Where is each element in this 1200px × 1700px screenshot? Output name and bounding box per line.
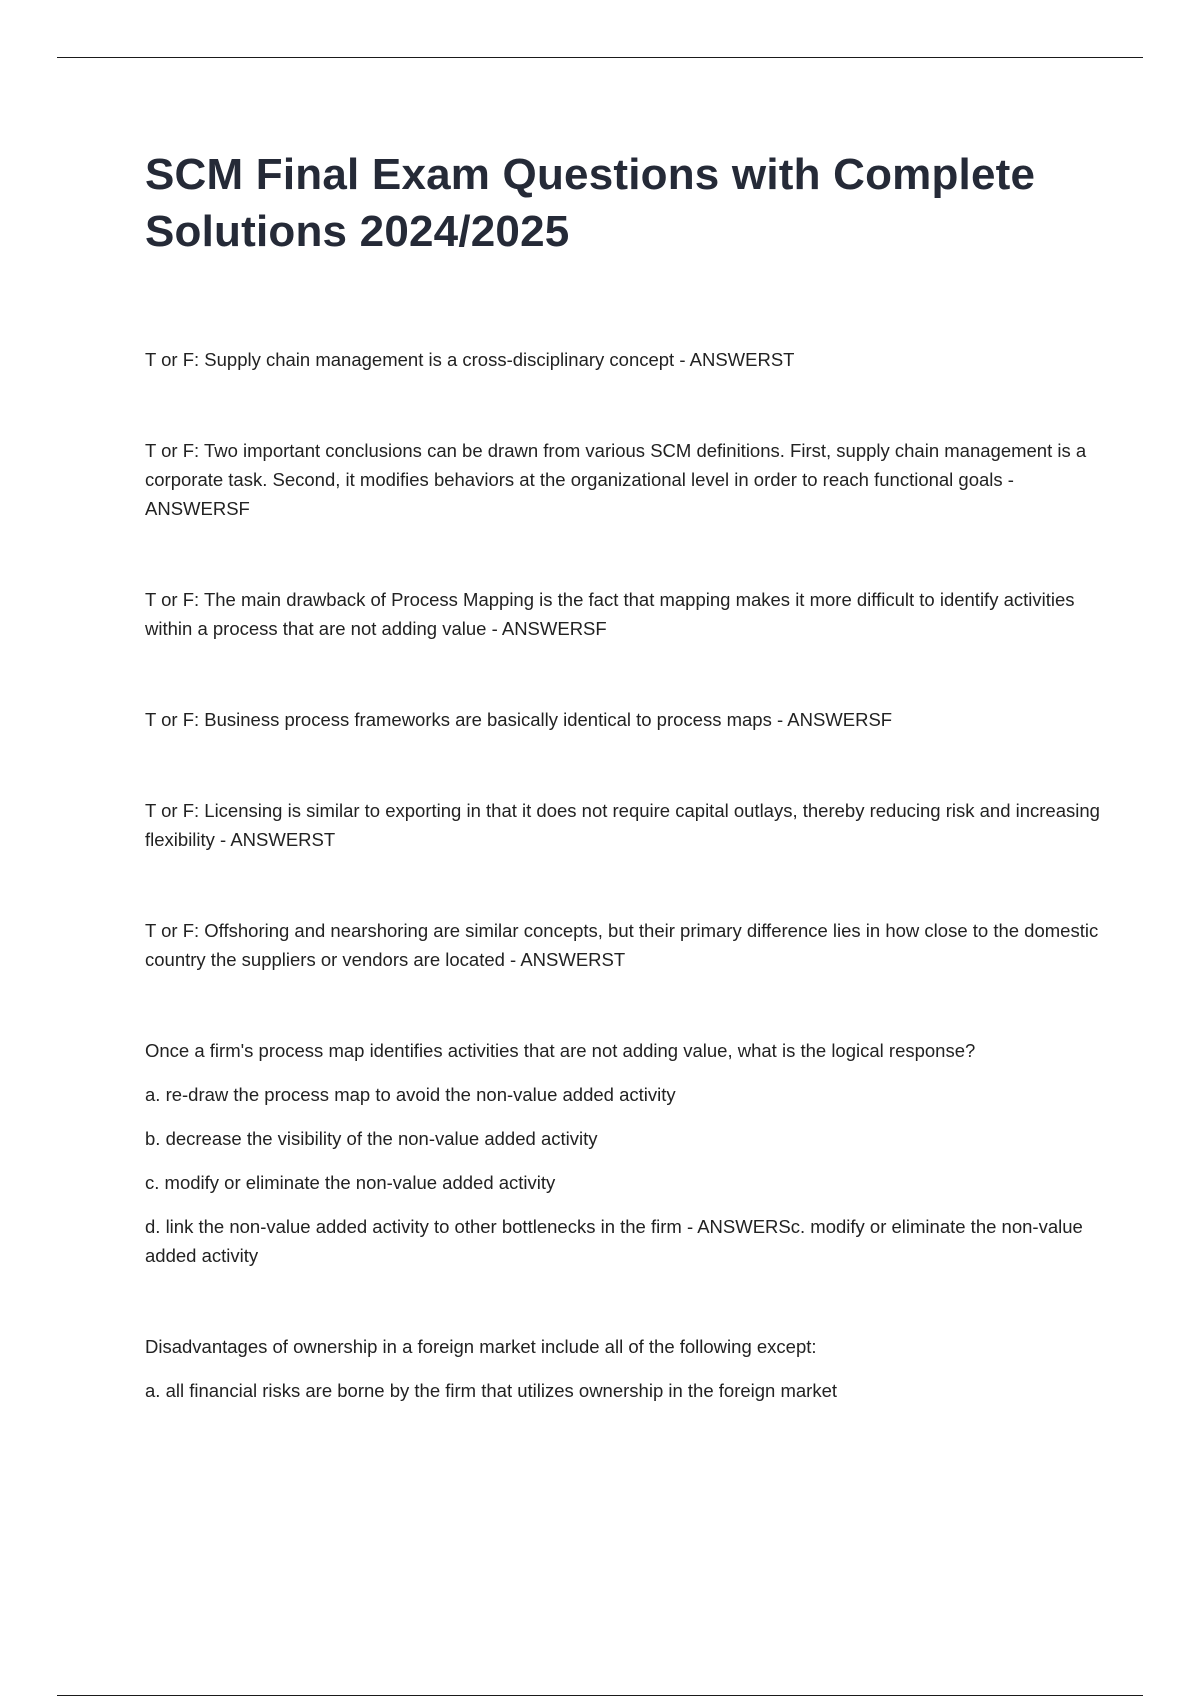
answer-option: a. all financial risks are borne by the firm that utilizes ownership in the foreign market [145, 1380, 838, 1401]
top-divider [57, 57, 1143, 58]
answer-option: c. modify or eliminate the non-value added activity [145, 1172, 556, 1193]
question-text: Once a firm's process map identifies activities that are not adding value, what is the logical response? [145, 1040, 976, 1061]
page-title: SCM Final Exam Questions with Complete Solutions 2024/2025 [145, 150, 1036, 256]
answer-option: d. link the non-value added activity to other bottlenecks in the firm - ANSWERSc. modify or eliminate the non-value added activity [145, 1216, 1083, 1266]
question-block [145, 345, 1100, 374]
answer-option: b. decrease the visibility of the non-value added activity [145, 1128, 598, 1149]
question-block [145, 585, 1100, 643]
question-text: Disadvantages of ownership in a foreign market include all of the following except: [145, 1336, 817, 1357]
question-text: T or F: Licensing is similar to exporting in that it does not require capital outlays, thereby reducing risk and increasing flexibility - ANSWERST [145, 800, 1100, 850]
question-block [145, 796, 1100, 854]
question-block [145, 1036, 1100, 1270]
question-block [145, 436, 1100, 523]
document-body [145, 345, 1100, 1405]
question-text: T or F: Business process frameworks are basically identical to process maps - ANSWERSF [145, 709, 893, 730]
question-text: T or F: Supply chain management is a cross-disciplinary concept - ANSWERST [145, 349, 795, 370]
question-text: T or F: Two important conclusions can be drawn from various SCM definitions. First, supply chain management is a corporate task. Second, it modifies behaviors at the organizational level in order to reach functional goals - ANSWERSF [145, 440, 1087, 519]
question-block [145, 1332, 1100, 1405]
question-text: T or F: The main drawback of Process Mapping is the fact that mapping makes it more difficult to identify activities within a process that are not adding value - ANSWERSF [145, 589, 1075, 639]
question-block [145, 705, 1100, 734]
answer-option: a. re-draw the process map to avoid the non-value added activity [145, 1084, 676, 1105]
bottom-divider [57, 1695, 1143, 1696]
question-text: T or F: Offshoring and nearshoring are similar concepts, but their primary difference lies in how close to the domestic country the suppliers or vendors are located - ANSWERST [145, 920, 1099, 970]
question-block [145, 916, 1100, 974]
